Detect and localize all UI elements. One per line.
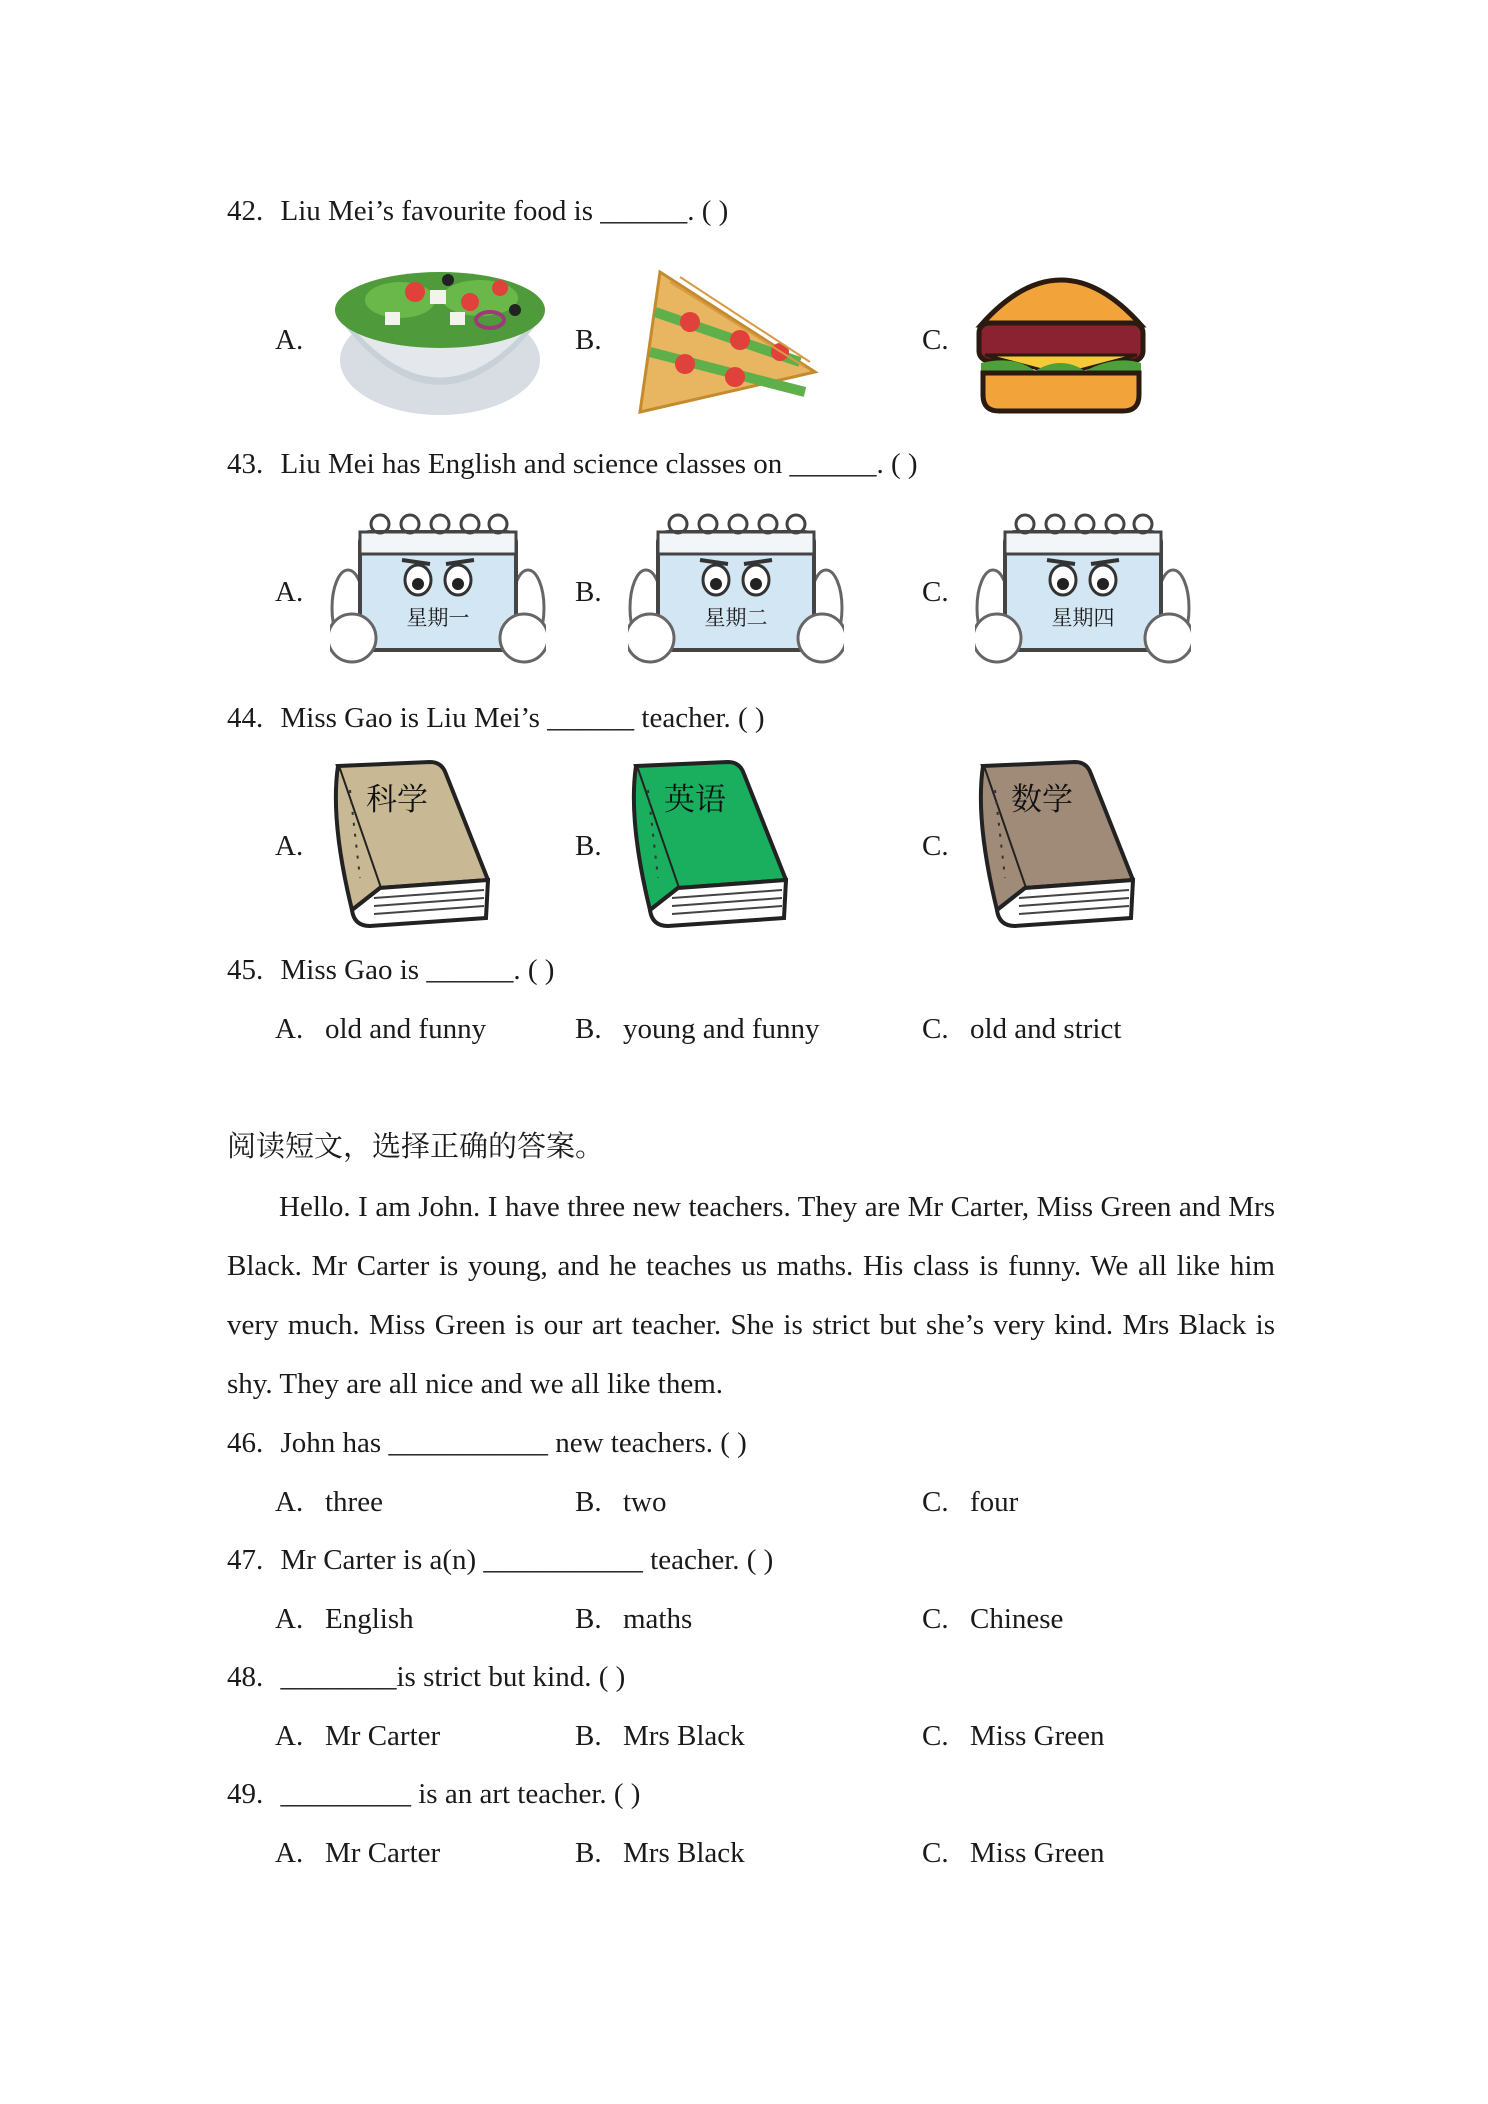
option-letter-b[interactable]: B. [575,1837,602,1869]
option-text-b[interactable]: maths [623,1603,693,1635]
question-47 [227,1540,773,1580]
question-text: Miss Gao is ______. ( ) [280,954,555,986]
option-text-b[interactable]: two [623,1486,667,1518]
question-43 [227,444,918,484]
option-letter-b[interactable]: B. [575,576,602,608]
option-letter-c[interactable]: C. [922,830,949,862]
option-letter-a[interactable]: A. [275,1603,304,1635]
calendar-icon [975,510,1191,670]
option-text-a[interactable]: English [325,1603,414,1635]
question-48 [227,1657,625,1697]
calendar-character-tuesday[interactable] [628,510,844,670]
option-letter-a[interactable]: A. [275,1837,304,1869]
option-letter-b[interactable]: B. [575,1013,602,1045]
option-text-c[interactable]: four [970,1486,1019,1518]
sandwich-icon[interactable] [630,252,820,422]
option-letter-b[interactable]: B. [575,1486,602,1518]
reading-passage: Hello. I am John. I have three new teachers. They are Mr Carter, Miss Green and Mrs Black. Mr Carter is young, and he teaches us maths. His class is funny. We all like him very much. Miss Green is our art teacher. She is strict but she’s very kind. Mrs Black is shy. They are all nice and we all like them. [227,1191,1275,1400]
option-text-c[interactable]: old and strict [970,1013,1122,1045]
option-text-a[interactable]: Mr Carter [325,1837,441,1869]
option-letter-c[interactable]: C. [922,1837,949,1869]
science-book[interactable] [330,760,490,930]
question-number: 42. [227,195,264,227]
option-text-a[interactable]: old and funny [325,1013,487,1045]
question-46 [227,1423,747,1463]
question-45 [227,950,554,990]
hamburger-icon[interactable] [975,255,1147,417]
option-text-b[interactable]: Mrs Black [623,1837,745,1869]
english-book[interactable] [628,760,788,930]
question-text: Miss Gao is Liu Mei’s ______ teacher. ( ) [280,702,765,734]
option-letter-a[interactable]: A. [275,1013,304,1045]
question-number: 46. [227,1427,264,1459]
book-title: 英语 [664,782,726,818]
option-text-a[interactable]: Mr Carter [325,1720,441,1752]
question-text: Mr Carter is a(n) ___________ teacher. ( ) [280,1544,774,1576]
question-number: 43. [227,448,264,480]
option-letter-c[interactable]: C. [922,1486,949,1518]
question-number: 49. [227,1778,264,1810]
question-number: 47. [227,1544,264,1576]
option-letter-b[interactable]: B. [575,1720,602,1752]
calendar-character-monday[interactable] [330,510,546,670]
weekday-label: 星期二 [704,606,768,630]
weekday-label: 星期四 [1051,606,1115,630]
option-letter-a[interactable]: A. [275,1720,304,1752]
option-letter-c[interactable]: C. [922,1720,949,1752]
question-text: ________is strict but kind. ( ) [280,1661,626,1693]
option-letter-b[interactable]: B. [575,1603,602,1635]
option-text-c[interactable]: Miss Green [970,1837,1105,1869]
calendar-icon [330,510,546,670]
question-text: John has ___________ new teachers. ( ) [280,1427,747,1459]
calendar-icon [628,510,844,670]
option-letter-c[interactable]: C. [922,1013,949,1045]
question-text: Liu Mei has English and science classes on ______. ( ) [280,448,918,480]
question-text: Liu Mei’s favourite food is ______. ( ) [280,195,729,227]
question-number: 45. [227,954,264,986]
option-letter-b[interactable]: B. [575,324,602,356]
question-number: 48. [227,1661,264,1693]
question-number: 44. [227,702,264,734]
option-letter-c[interactable]: C. [922,576,949,608]
question-49 [227,1774,640,1814]
calendar-character-thursday[interactable] [975,510,1191,670]
maths-book[interactable] [975,760,1135,930]
book-title: 科学 [366,782,428,818]
book-title: 数学 [1011,782,1073,818]
option-text-a[interactable]: three [325,1486,383,1518]
option-letter-c[interactable]: C. [922,324,949,356]
option-text-c[interactable]: Chinese [970,1603,1064,1635]
option-letter-a[interactable]: A. [275,324,304,356]
reading-instruction: 阅读短文，选择正确的答案。 [227,1129,605,1163]
option-letter-a[interactable]: A. [275,576,304,608]
question-text: _________ is an art teacher. ( ) [280,1778,641,1810]
option-letter-b[interactable]: B. [575,830,602,862]
salad-icon[interactable] [330,250,550,420]
option-letter-a[interactable]: A. [275,830,304,862]
weekday-label: 星期一 [406,606,470,630]
option-text-c[interactable]: Miss Green [970,1720,1105,1752]
question-42 [227,191,728,231]
option-text-b[interactable]: young and funny [623,1013,820,1045]
option-letter-a[interactable]: A. [275,1486,304,1518]
option-text-b[interactable]: Mrs Black [623,1720,745,1752]
question-44 [227,698,765,738]
option-letter-c[interactable]: C. [922,1603,949,1635]
